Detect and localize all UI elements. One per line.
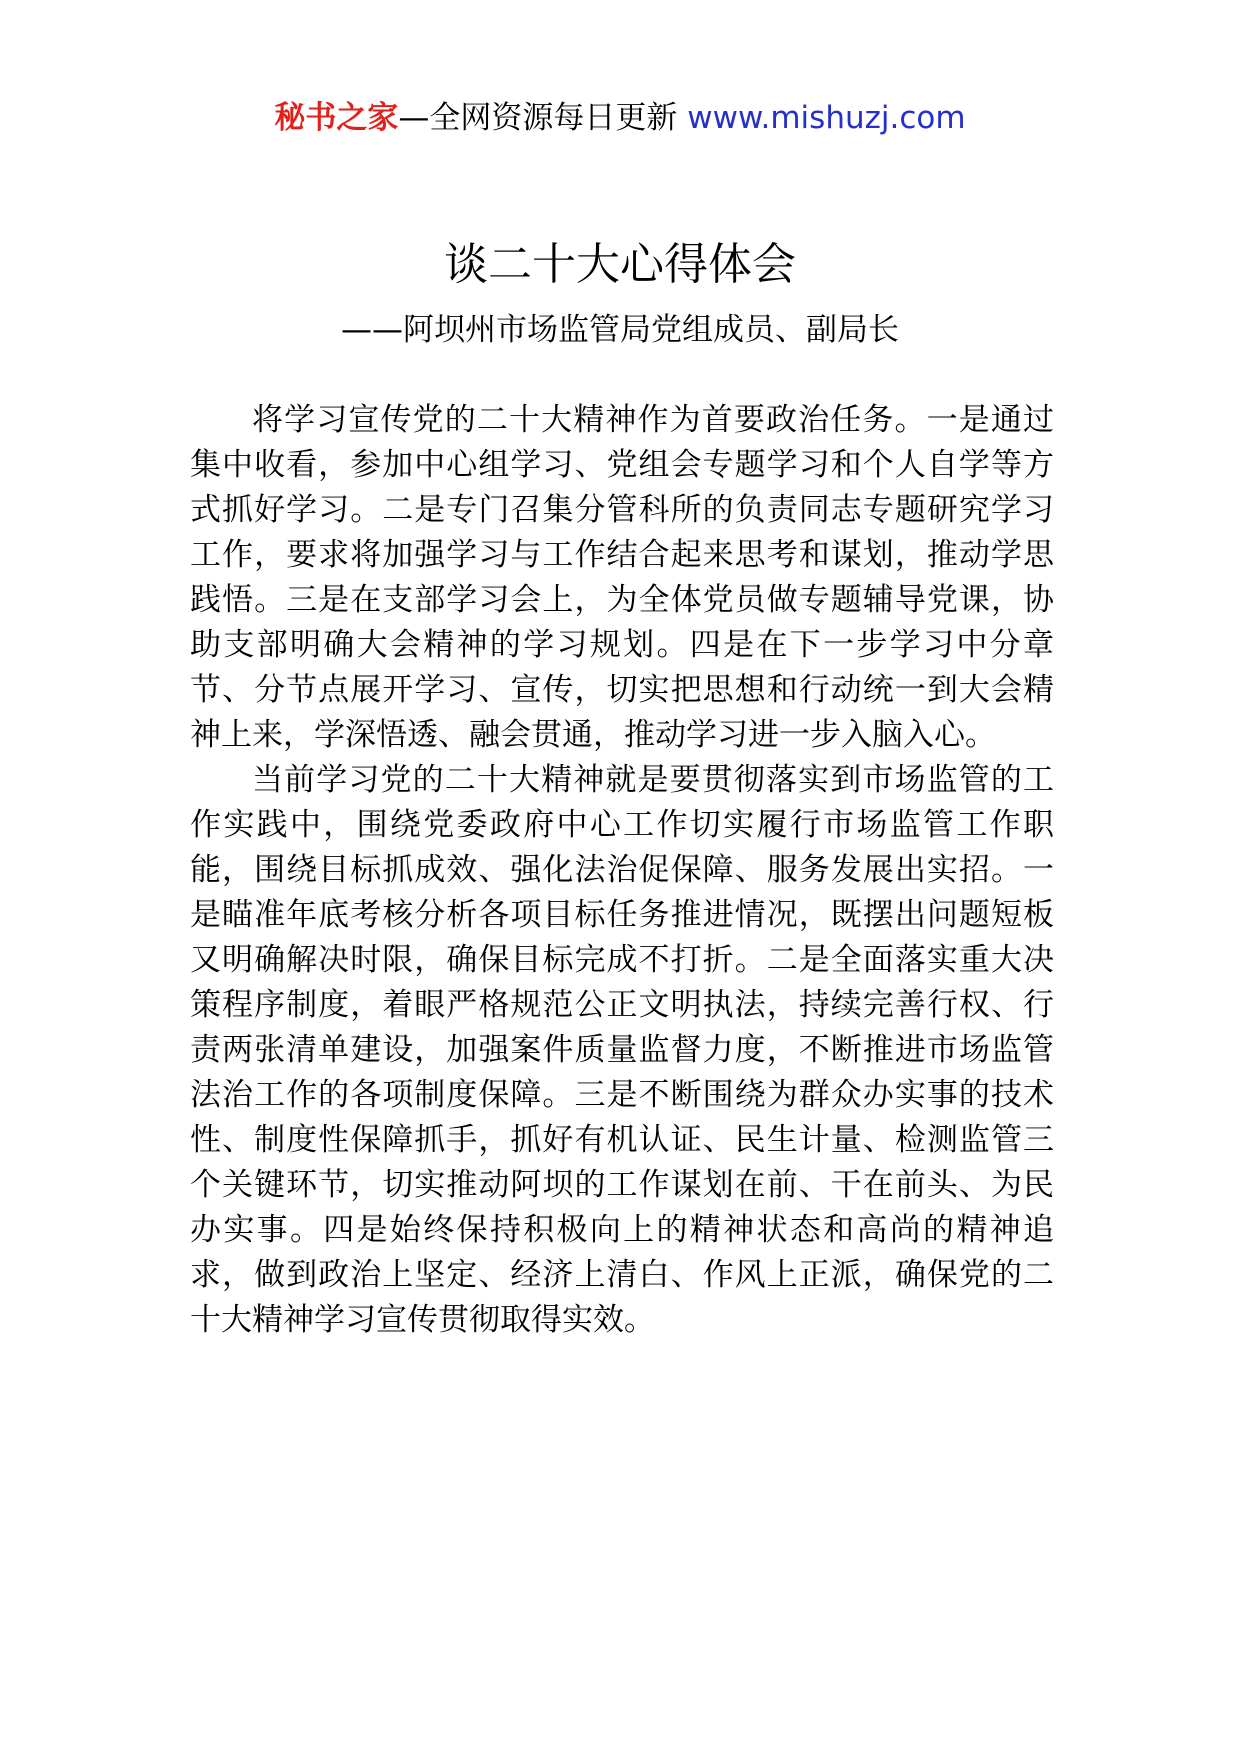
site-name: 秘书之家 [274, 100, 399, 136]
document-body [190, 398, 1054, 1343]
tagline: —全网资源每日更新 [398, 100, 688, 136]
paragraph: 当前学习党的二十大精神就是要贯彻落实到市场监管的工作实践中，围绕党委政府中心工作切实履行市场监管工作职能，围绕目标抓成效、强化法治促保障、服务发展出实招。一是瞄准年底考核分析各项目标任务推进情况，既摆出问题短板又明确解决时限，确保目标完成不打折。二是全面落实重大决策程序制度，着眼严格规范公正文明执法，持续完善行权、行责两张清单建设，加强案件质量监督力度，不断推进市场监管法治工作的各项制度保障。三是不断围绕为群众办实事的技术性、制度性保障抓手，抓好有机认证、民生计量、检测监管三个关键环节，切实推动阿坝的工作谋划在前、干在前头、为民办实事。四是始终保持积极向上的精神状态和高尚的精神追求，做到政治上坚定、经济上清白、作风上正派，确保党的二十大精神学习宣传贯彻取得实效。 [190, 762, 1054, 1338]
document-subtitle: ——阿坝州市场监管局党组成员、副局长 [341, 312, 899, 348]
paragraph: 将学习宣传党的二十大精神作为首要政治任务。一是通过集中收看，参加中心组学习、党组会专题学习和个人自学等方式抓好学习。二是专门召集分管科所的负责同志专题研究学习工作，要求将加强学习与工作结合起来思考和谋划，推动学思践悟。三是在支部学习会上，为全体党员做专题辅导党课，协助支部明确大会精神的学习规划。四是在下一步学习中分章节、分节点展开学习、宣传，切实把思想和行动统一到大会精神上来，学深悟透、融会贯通，推动学习进一步入脑入心。 [190, 402, 1054, 753]
document-title: 谈二十大心得体会 [444, 239, 796, 290]
site-url[interactable]: www.mishuzj.com [687, 100, 966, 136]
header-banner [0, 98, 1240, 138]
